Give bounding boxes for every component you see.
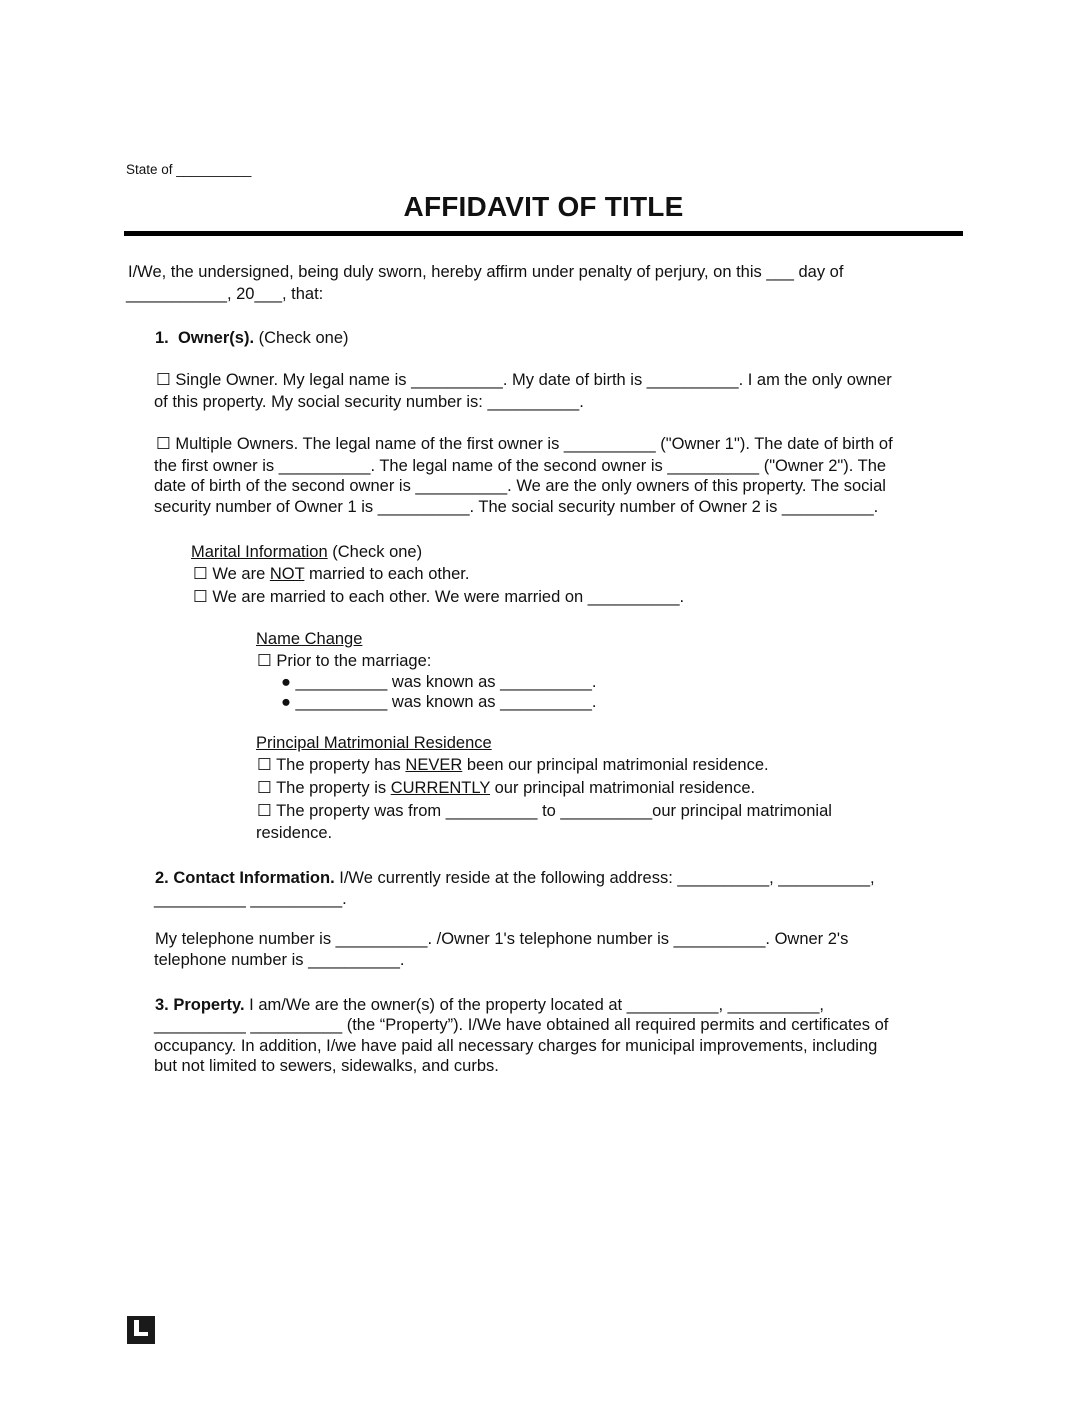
residence-option-never: [257, 755, 769, 776]
document-title: AFFIDAVIT OF TITLE: [403, 191, 684, 222]
marital-option-1-rest: married to each other.: [304, 565, 470, 583]
marital-option-1-text: ☐ We are: [193, 565, 270, 583]
residence-option-from-to-line-2: residence.: [256, 824, 333, 842]
phone-line-2: telephone number is __________.: [154, 951, 405, 969]
section-3-line-2: __________ __________ (the “Property”). I/We have obtained all required permits and certificates of: [154, 1016, 889, 1034]
section-2-address-text: I/We currently reside at the following address: __________, __________,: [334, 869, 875, 887]
section-3-line-4: but not limited to sewers, sidewalks, and curbs.: [154, 1057, 499, 1075]
marital-heading: [191, 542, 422, 563]
intro-line-2: ___________, 20___, that:: [126, 285, 324, 303]
residence-option-2-emphasis: CURRENTLY: [390, 779, 491, 797]
intro-line-1: I/We, the undersigned, being duly sworn, hereby affirm under penalty of perjury, on this ___ day of: [128, 263, 844, 281]
residence-option-2-text: ☐ The property is: [257, 779, 391, 797]
section-2-line-1: [155, 868, 875, 889]
section-1-note: (Check one): [258, 329, 349, 347]
single-owner-line-2: of this property. My social security number is: __________.: [154, 393, 584, 411]
marital-option-1-emphasis: NOT: [269, 565, 305, 583]
name-change-heading: Name Change: [256, 630, 363, 648]
marital-option-not-married: [193, 564, 469, 585]
section-3-heading: 3. Property.: [155, 996, 245, 1014]
marital-heading-label: Marital Information: [191, 543, 328, 561]
section-1-title: Owner(s).: [177, 329, 255, 347]
marital-note: (Check one): [332, 543, 423, 561]
marital-option-married: ☐ We are married to each other. We were married on __________.: [193, 588, 685, 606]
name-change-bullet-1: ● __________ was known as __________.: [281, 673, 597, 691]
multiple-owners-line-1: ☐ Multiple Owners. The legal name of the first owner is __________ ("Owner 1"). The date of birth of: [156, 435, 893, 453]
title-divider: [124, 231, 963, 236]
multiple-owners-line-2: the first owner is __________. The legal name of the second owner is __________ ("Owner 2"). The: [154, 457, 887, 475]
section-1-heading: [155, 328, 349, 349]
multiple-owners-line-3: date of birth of the second owner is __________. We are the only owners of this property. The social: [154, 477, 886, 495]
name-change-prior: ☐ Prior to the marriage:: [257, 652, 432, 670]
single-owner-line-1: ☐ Single Owner. My legal name is __________. My date of birth is __________. I am the only owner: [156, 371, 892, 389]
residence-heading: Principal Matrimonial Residence: [256, 734, 492, 752]
section-3-line-1: [155, 995, 824, 1016]
residence-option-from-to-line-1: ☐ The property was from __________ to __________our principal matrimonial: [257, 802, 832, 820]
section-1-number: 1.: [155, 329, 169, 347]
residence-option-1-emphasis: NEVER: [405, 756, 463, 774]
section-2-line-2: __________ __________.: [154, 890, 347, 908]
name-change-bullet-2: ● __________ was known as __________.: [281, 693, 597, 711]
section-3-line-3: occupancy. In addition, I/we have paid all necessary charges for municipal improvements, including: [154, 1037, 878, 1055]
section-3-property-text: I am/We are the owner(s) of the property located at __________, __________,: [244, 996, 824, 1014]
phone-line-1: My telephone number is __________. /Owner 1's telephone number is __________. Owner 2's: [155, 930, 849, 948]
multiple-owners-line-4: security number of Owner 1 is __________. The social security number of Owner 2 is __________.: [154, 498, 879, 516]
lawdistrict-logo-icon: [127, 1316, 155, 1344]
section-2-heading: 2. Contact Information.: [155, 869, 335, 887]
residence-option-currently: [257, 778, 755, 799]
state-field: State of __________: [126, 162, 252, 177]
residence-option-1-text: ☐ The property has: [257, 756, 406, 774]
residence-option-2-rest: our principal matrimonial residence.: [490, 779, 756, 797]
residence-option-1-rest: been our principal matrimonial residence.: [462, 756, 769, 774]
